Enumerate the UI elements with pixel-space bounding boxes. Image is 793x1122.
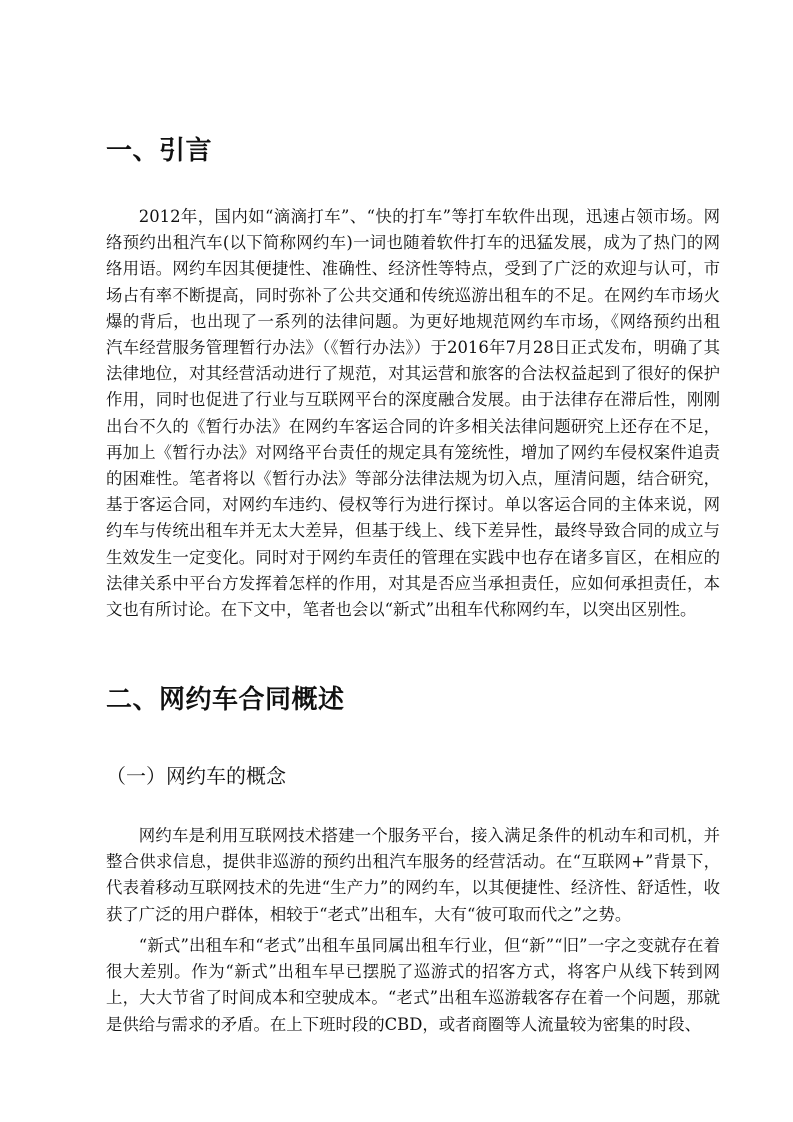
section-heading-contract-overview: 二、网约车合同概述 — [106, 685, 345, 715]
introduction-paragraph: 2012年，国内如“滴滴打车”、“快的打车”等打车软件出现，迅速占领市场。网络预约出租汽车(以下简称网约车)一词也随着软件打车的迅猛发展，成为了热门的网络用语。网约车因其便捷性、准确性、经济性等特点，受到了广泛的欢迎与认可，市场占有率不断提高，同时弥补了公共交通和传统巡游出租车的不足。在网约车市场火爆的背后，也出现了一系列的法律问题。为更好地规范网约车市场，《网络预约出租汽车经营服务管理暂行办法》（《暂行办法》）于2016年7月28日正式发布，明确了其法律地位，对其经营活动进行了规范，对其运营和旅客的合法权益起到了很好的保护作用，同时也促进了行业与互联网平台的深度融合发展。由于法律存在滞后性，刚刚出台不久的《暂行办法》在网约车客运合同的许多相关法律问题研究上还存在不足，再加上《暂行办法》对网络平台责任的规定具有笼统性，增加了网约车侵权案件追责的困难性。笔者将以《暂行办法》等部分法律法规为切入点，厘清问题，结合研究，基于客运合同，对网约车违约、侵权等行为进行探讨。单以客运合同的主体来说，网约车与传统出租车并无太大差异，但基于线上、线下差异性，最终导致合同的成立与生效发生一定变化。同时对于网约车责任的管理在实践中也存在诸多盲区，在相应的法律关系中平台方发挥着怎样的作用，对其是否应当承担责任，应如何承担责任，本文也有所讨论。在下文中，笔者也会以“新式”出租车代称网约车，以突出区别性。 — [106, 207, 720, 620]
concept-paragraph-2: “新式”出租车和“老式”出租车虽同属出租车行业，但“新”“旧”一字之变就存在着很大差别。作为“新式”出租车早已摆脱了巡游式的招客方式，将客户从线下转到网上，大大节省了时间成本和空驶成本。“老式”出租车巡游载客存在着一个问题，那就是供给与需求的矛盾。在上下班时段的CBD，或者商圈等人流量较为密集的时段、 — [106, 936, 720, 1034]
concept-paragraph-1: 网约车是利用互联网技术搭建一个服务平台，接入满足条件的机动车和司机，并整合供求信息，提供非巡游的预约出租汽车服务的经营活动。在“互联网+”背景下，代表着移动互联网技术的先进“生产力”的网约车，以其便捷性、经济性、舒适性，收获了广泛的用户群体，相较于“老式”出租车，大有“彼可取而代之”之势。 — [106, 826, 720, 924]
section-heading-introduction: 一、引言 — [106, 136, 213, 166]
subsection-heading-concept: （一）网约车的概念 — [106, 764, 286, 788]
